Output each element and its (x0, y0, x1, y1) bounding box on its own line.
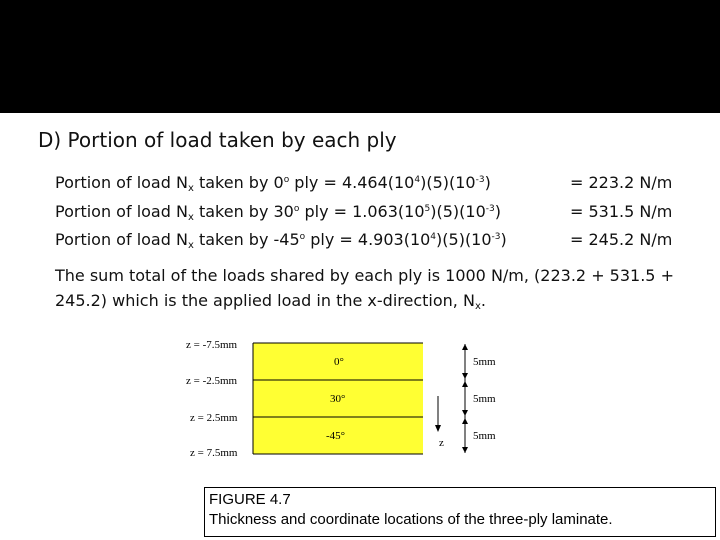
row-text: Portion of load N (55, 173, 188, 192)
caption-text: Thickness and coordinate locations of the three-ply laminate. (209, 510, 613, 528)
exponent: 5 (424, 204, 431, 214)
figure-caption (204, 487, 716, 537)
arrow-up-icon (462, 418, 468, 424)
laminate-diagram (180, 334, 510, 462)
arrow-up-icon (462, 344, 468, 350)
row-text: Portion of load N (55, 230, 188, 249)
sum-end: . (480, 290, 486, 310)
ply-load-row-2 (55, 230, 673, 251)
row-subscript: x (187, 212, 194, 223)
degree-mark: o (293, 204, 300, 214)
row-text: ) (494, 202, 501, 221)
row-text: )(5)(10 (436, 230, 492, 249)
arrow-down-icon (435, 425, 441, 432)
thickness-label: 5mm (473, 430, 496, 442)
row-text: Portion of load N (55, 202, 188, 221)
row-text: taken by -45 (193, 230, 300, 249)
sum-paragraph (55, 264, 695, 314)
z-label: z = 7.5mm (190, 447, 238, 459)
row-text: taken by 0 (193, 173, 284, 192)
row-result: = 531.5 N/m (570, 202, 673, 221)
z-label: z = -7.5mm (186, 339, 238, 351)
row-subscript: x (187, 240, 194, 251)
degree-mark: o (283, 175, 290, 185)
arrow-down-icon (462, 447, 468, 453)
exponent: 4 (430, 232, 437, 242)
caption-title: FIGURE 4.7 (209, 491, 291, 508)
ply-angle-label: -45° (326, 430, 346, 442)
title-bar-background (0, 0, 720, 113)
row-text: )(5)(10 (430, 202, 486, 221)
row-result: = 223.2 N/m (570, 173, 673, 192)
arrow-up-icon (462, 381, 468, 387)
exponent: -3 (475, 175, 485, 185)
row-subscript: x (187, 183, 194, 194)
row-text: ) (500, 230, 507, 249)
z-label: z = 2.5mm (190, 412, 238, 424)
row-text: ply = 1.063(10 (299, 202, 425, 221)
exponent: 4 (414, 175, 421, 185)
ply-load-row-1 (55, 202, 673, 223)
section-heading: D) Portion of load taken by each ply (38, 128, 397, 152)
exponent: -3 (491, 232, 501, 242)
degree-mark: o (299, 232, 306, 242)
thickness-label: 5mm (473, 393, 496, 405)
ply-angle-label: 0° (334, 356, 344, 368)
sum-subscript: x (474, 300, 481, 312)
z-axis-label: z (439, 437, 444, 449)
row-text: )(5)(10 (420, 173, 476, 192)
sum-text: The sum total of the loads shared by each ply is 1000 N/m, (223.2 + 531.5 + 245.2) which is the applied load in the x-direction, N (55, 266, 674, 310)
ply-angle-label: 30° (330, 393, 346, 405)
arrow-down-icon (462, 410, 468, 416)
z-label: z = -2.5mm (186, 375, 238, 387)
thickness-label: 5mm (473, 356, 496, 368)
ply-load-row-0 (55, 173, 673, 194)
row-text: ply = 4.903(10 (305, 230, 431, 249)
arrow-down-icon (462, 373, 468, 379)
row-text: ) (484, 173, 491, 192)
exponent: -3 (485, 204, 495, 214)
row-text: ply = 4.464(10 (289, 173, 415, 192)
row-result: = 245.2 N/m (570, 230, 673, 249)
row-text: taken by 30 (193, 202, 294, 221)
